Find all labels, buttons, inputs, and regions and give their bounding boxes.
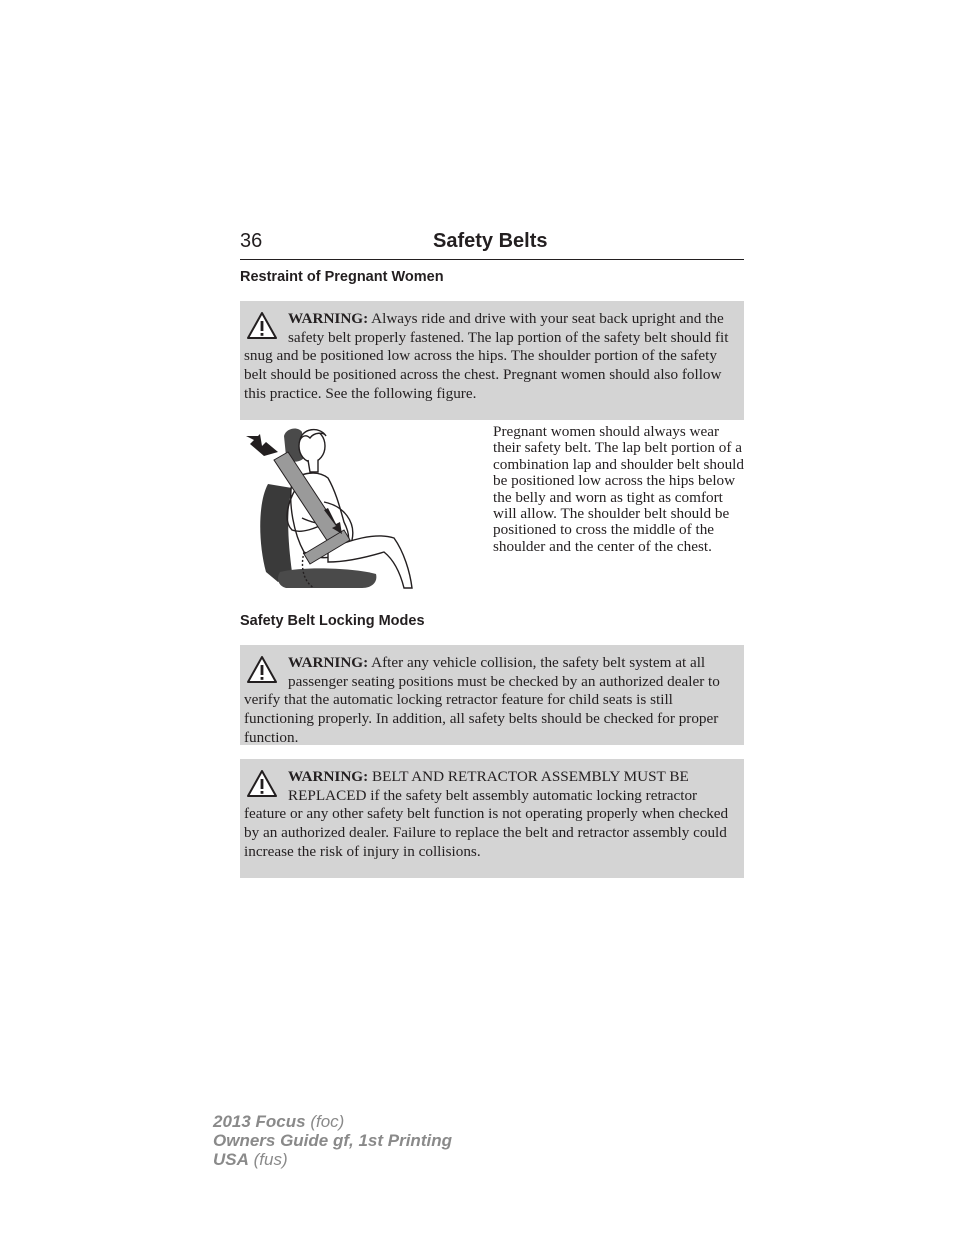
footer-model-code: (foc): [310, 1112, 345, 1131]
heading-pregnant-women: Restraint of Pregnant Women: [240, 269, 444, 285]
warning-box-collision: [240, 645, 744, 745]
warning-box-pregnant: [240, 301, 744, 420]
heading-locking-modes: Safety Belt Locking Modes: [240, 613, 425, 629]
footer-line-3: [213, 1150, 452, 1169]
warning-triangle-icon: [246, 769, 278, 799]
page-number: 36: [240, 230, 263, 252]
warning-triangle-icon: [246, 311, 278, 341]
page-footer: [213, 1112, 452, 1169]
section-title: Safety Belts: [433, 230, 548, 252]
warning-text: Always ride and drive with your seat back upright and the safety belt properly fastened. The lap portion of the safety belt should fit snug and be positioned low across the hips. The shoulder portion of the safety belt should be positioned across the chest. Pregnant women should also follow this practice. See the following figure.: [244, 310, 729, 402]
warning-triangle-icon: [246, 655, 278, 685]
figure-description: Pregnant women should always wear their safety belt. The lap belt portion of a combination lap and shoulder belt should be positioned low across the hips below the belly and worn as tight as comfort will allow. The shoulder belt should be positioned to cross the middle of the shoulder and the center of the chest.: [493, 423, 744, 555]
footer-market-code: (fus): [253, 1150, 288, 1169]
warning-label: WARNING:: [288, 768, 369, 785]
page-header: [240, 229, 744, 260]
footer-line-2: [213, 1131, 452, 1150]
footer-market: USA: [213, 1150, 249, 1169]
warning-label: WARNING:: [288, 654, 369, 671]
footer-model: 2013 Focus: [213, 1112, 306, 1131]
footer-guide: Owners Guide gf, 1st Printing: [213, 1131, 452, 1150]
warning-box-retractor: [240, 759, 744, 878]
warning-text: BELT AND RETRACTOR ASSEMBLY MUST BE REPLACED if the safety belt assembly automatic locking retractor feature or any other safety belt function is not operating properly when checked by an authorized dealer. Failure to replace the belt and retractor assembly could increase the risk of injury in collisions.: [244, 768, 729, 860]
warning-text: After any vehicle collision, the safety belt system at all passenger seating positions must be checked by an authorized dealer to verify that the automatic locking retractor feature for child seats is still functioning properly. In addition, all safety belts should be checked for proper function.: [244, 654, 720, 746]
pregnant-woman-seatbelt-illustration: [244, 422, 420, 590]
warning-label: WARNING:: [288, 310, 369, 327]
footer-line-1: [213, 1112, 452, 1131]
